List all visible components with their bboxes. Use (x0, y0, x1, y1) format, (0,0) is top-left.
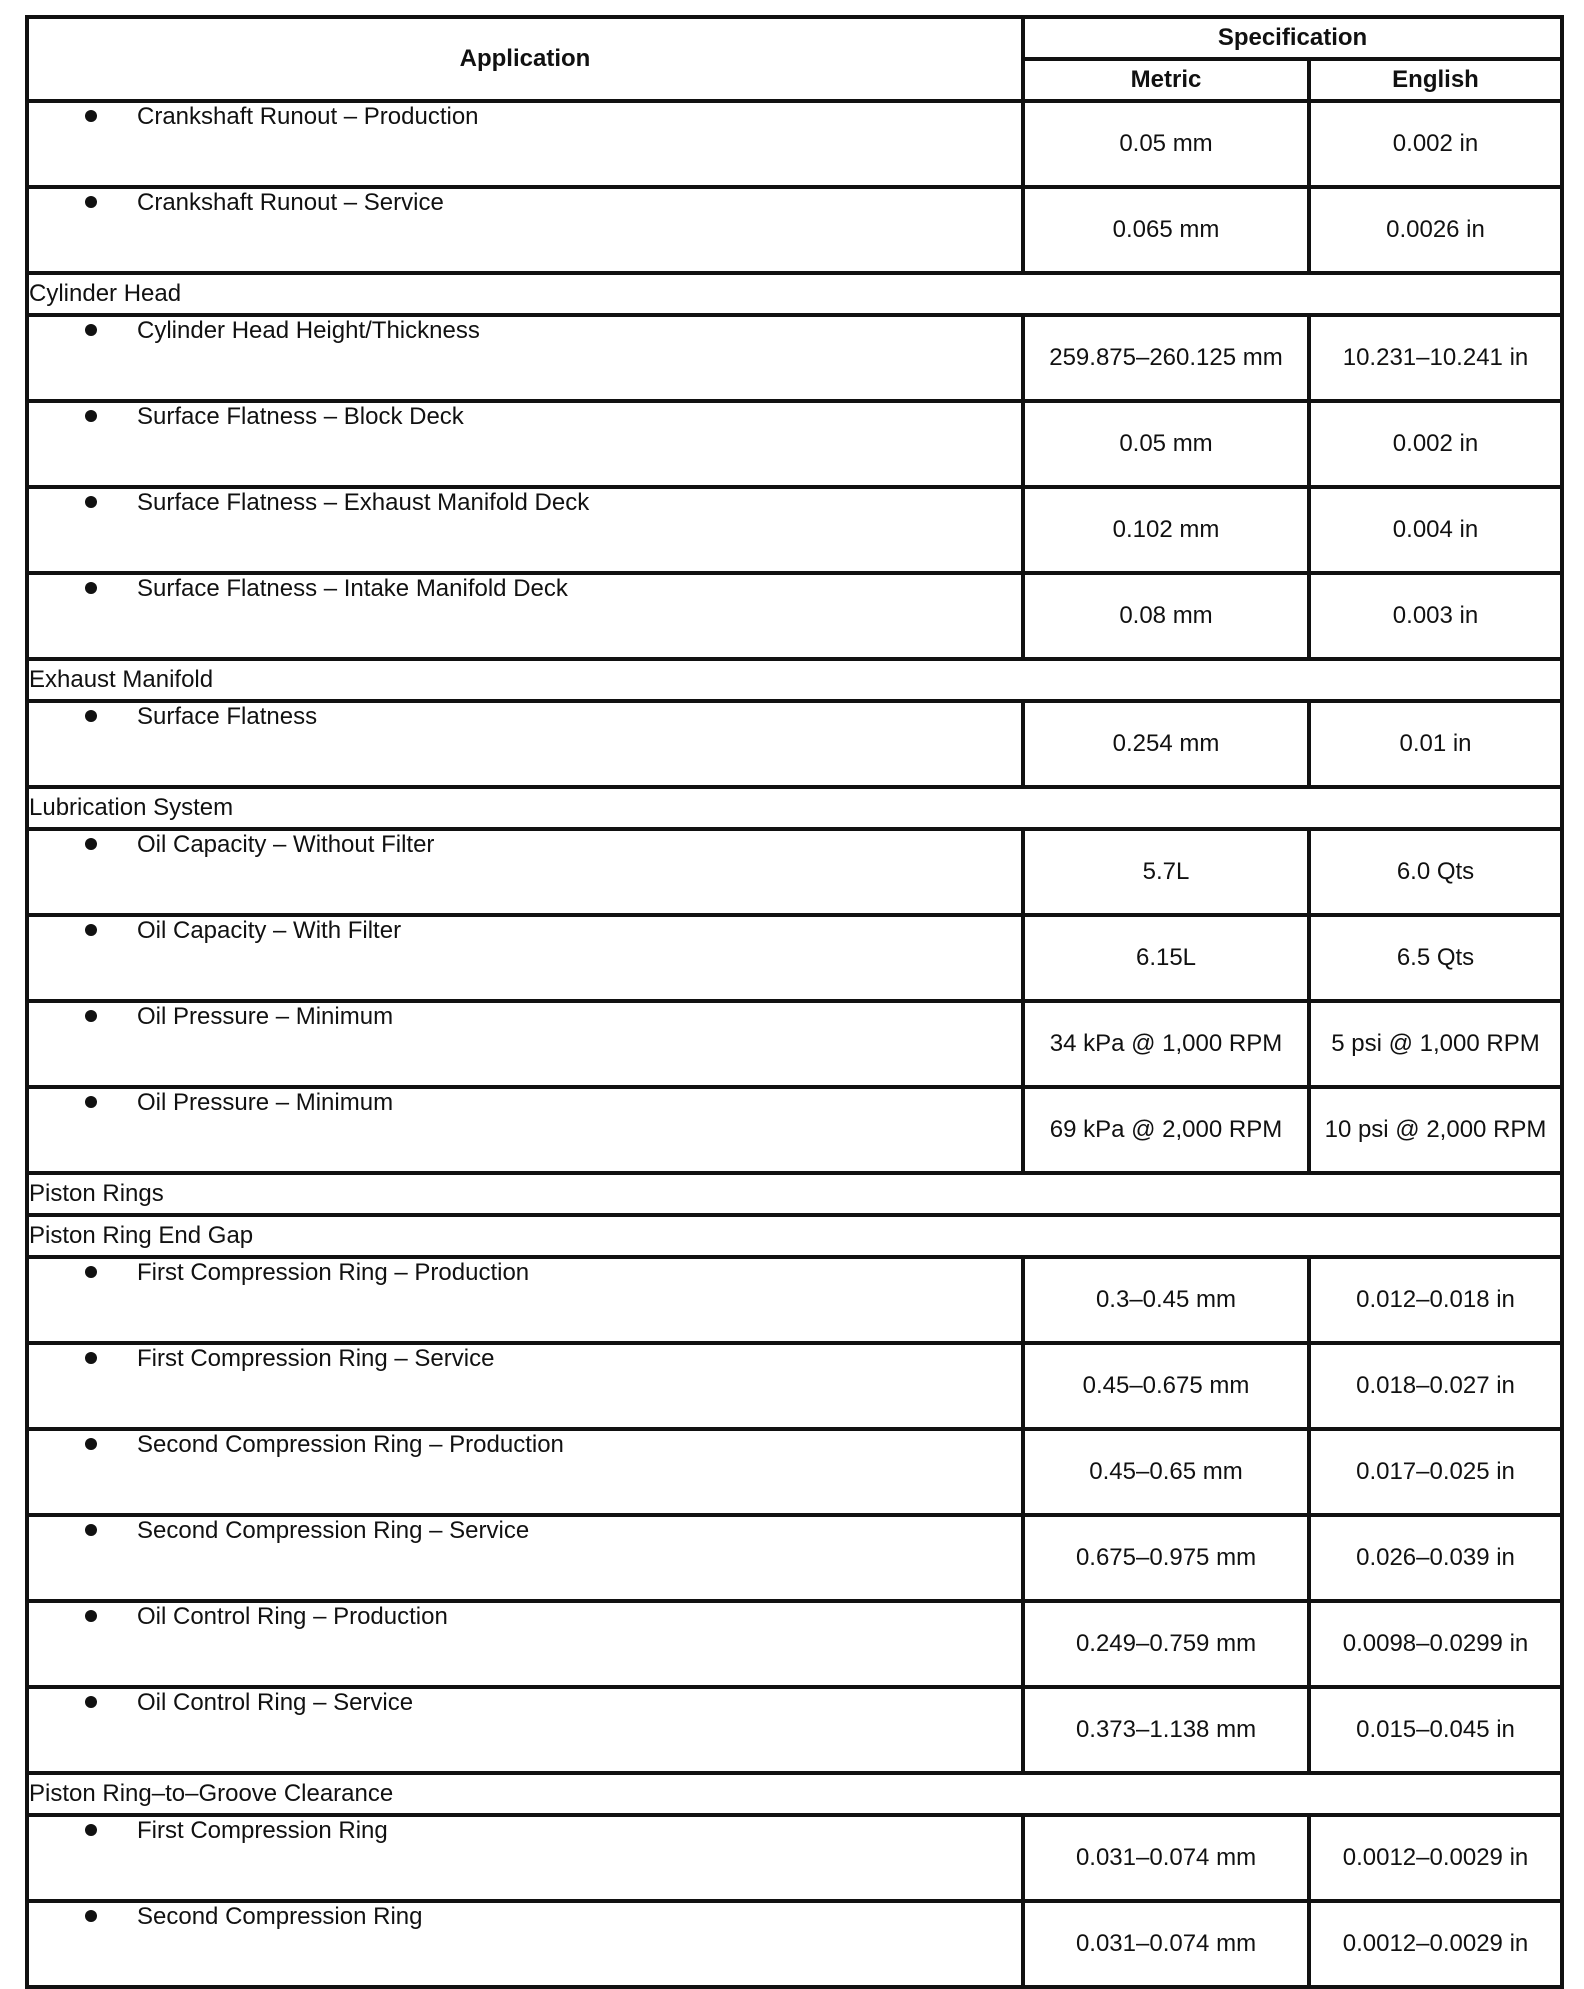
table-row (27, 1687, 1562, 1773)
application-cell (27, 1087, 1023, 1173)
table-row (27, 1343, 1562, 1429)
application-label: Oil Control Ring – Production (137, 1603, 448, 1630)
bullet-icon (85, 838, 97, 850)
table-row (27, 829, 1562, 915)
bullet-icon (85, 1266, 97, 1278)
bullet-icon (85, 496, 97, 508)
metric-value: 0.08 mm (1023, 573, 1309, 659)
english-value: 0.017–0.025 in (1309, 1429, 1562, 1515)
bullet-icon (85, 110, 97, 122)
bullet-icon (85, 1438, 97, 1450)
table-row (27, 401, 1562, 487)
table-row (27, 915, 1562, 1001)
table-row (27, 1087, 1562, 1173)
application-cell (27, 487, 1023, 573)
metric-value: 0.3–0.45 mm (1023, 1257, 1309, 1343)
english-value: 6.5 Qts (1309, 915, 1562, 1001)
bullet-icon (85, 1910, 97, 1922)
application-label: First Compression Ring (137, 1817, 388, 1844)
table-row (27, 1001, 1562, 1087)
table-row (27, 1515, 1562, 1601)
application-label: Crankshaft Runout – Production (137, 103, 479, 130)
table-row (27, 1429, 1562, 1515)
application-cell (27, 101, 1023, 187)
english-value: 6.0 Qts (1309, 829, 1562, 915)
application-label: Oil Pressure – Minimum (137, 1003, 394, 1030)
application-cell (27, 1429, 1023, 1515)
bullet-icon (85, 1096, 97, 1108)
section-row (27, 787, 1562, 829)
application-cell (27, 1601, 1023, 1687)
application-cell (27, 573, 1023, 659)
metric-value: 0.45–0.65 mm (1023, 1429, 1309, 1515)
section-row (27, 1173, 1562, 1215)
section-row (27, 1773, 1562, 1815)
metric-value: 0.254 mm (1023, 701, 1309, 787)
metric-value: 34 kPa @ 1,000 RPM (1023, 1001, 1309, 1087)
english-value: 0.003 in (1309, 573, 1562, 659)
application-header: Application (27, 17, 1023, 101)
application-label: Second Compression Ring (137, 1903, 423, 1930)
application-cell (27, 1815, 1023, 1901)
metric-value: 0.249–0.759 mm (1023, 1601, 1309, 1687)
metric-value: 0.45–0.675 mm (1023, 1343, 1309, 1429)
table-row (27, 187, 1562, 273)
english-value: 0.0012–0.0029 in (1309, 1901, 1562, 1987)
application-label: Surface Flatness – Exhaust Manifold Deck (137, 489, 590, 516)
metric-value: 5.7L (1023, 829, 1309, 915)
section-row (27, 273, 1562, 315)
english-value: 0.026–0.039 in (1309, 1515, 1562, 1601)
english-value: 0.004 in (1309, 487, 1562, 573)
english-value: 0.01 in (1309, 701, 1562, 787)
specification-table (25, 15, 1564, 1989)
bullet-icon (85, 1524, 97, 1536)
table-row (27, 701, 1562, 787)
application-cell (27, 401, 1023, 487)
application-cell (27, 1343, 1023, 1429)
english-value: 0.015–0.045 in (1309, 1687, 1562, 1773)
metric-value: 0.05 mm (1023, 401, 1309, 487)
table-body (27, 101, 1562, 1987)
metric-value: 0.373–1.138 mm (1023, 1687, 1309, 1773)
application-cell (27, 187, 1023, 273)
section-label: Exhaust Manifold (27, 659, 1562, 701)
bullet-icon (85, 1352, 97, 1364)
application-cell (27, 1001, 1023, 1087)
application-cell (27, 1515, 1023, 1601)
application-label: Cylinder Head Height/Thickness (137, 317, 480, 344)
metric-value: 0.05 mm (1023, 101, 1309, 187)
metric-value: 0.031–0.074 mm (1023, 1815, 1309, 1901)
bullet-icon (85, 1610, 97, 1622)
metric-value: 69 kPa @ 2,000 RPM (1023, 1087, 1309, 1173)
metric-header: Metric (1023, 59, 1309, 101)
english-value: 0.012–0.018 in (1309, 1257, 1562, 1343)
application-label: Surface Flatness (137, 703, 318, 730)
section-label: Piston Rings (27, 1173, 1562, 1215)
bullet-icon (85, 196, 97, 208)
application-label: Crankshaft Runout – Service (137, 189, 444, 216)
application-cell (27, 315, 1023, 401)
application-label: Oil Control Ring – Service (137, 1689, 414, 1716)
application-label: First Compression Ring – Production (137, 1259, 530, 1286)
application-label: First Compression Ring – Service (137, 1345, 495, 1372)
bullet-icon (85, 410, 97, 422)
english-value: 0.002 in (1309, 101, 1562, 187)
english-value: 0.0012–0.0029 in (1309, 1815, 1562, 1901)
application-label: Surface Flatness – Intake Manifold Deck (137, 575, 568, 602)
english-value: 0.0026 in (1309, 187, 1562, 273)
english-value: 5 psi @ 1,000 RPM (1309, 1001, 1562, 1087)
english-value: 10.231–10.241 in (1309, 315, 1562, 401)
english-header: English (1309, 59, 1562, 101)
application-cell (27, 1257, 1023, 1343)
application-label: Surface Flatness – Block Deck (137, 403, 464, 430)
section-label: Piston Ring–to–Groove Clearance (27, 1773, 1562, 1815)
metric-value: 0.065 mm (1023, 187, 1309, 273)
table-row (27, 573, 1562, 659)
application-label: Second Compression Ring – Service (137, 1517, 530, 1544)
english-value: 0.0098–0.0299 in (1309, 1601, 1562, 1687)
metric-value: 0.675–0.975 mm (1023, 1515, 1309, 1601)
application-cell (27, 1687, 1023, 1773)
bullet-icon (85, 582, 97, 594)
table-row (27, 315, 1562, 401)
bullet-icon (85, 710, 97, 722)
bullet-icon (85, 1824, 97, 1836)
table-row (27, 1815, 1562, 1901)
application-cell (27, 829, 1023, 915)
application-label: Second Compression Ring – Production (137, 1431, 564, 1458)
metric-value: 0.102 mm (1023, 487, 1309, 573)
section-row (27, 659, 1562, 701)
bullet-icon (85, 1696, 97, 1708)
application-cell (27, 1901, 1023, 1987)
application-label: Oil Pressure – Minimum (137, 1089, 394, 1116)
section-label: Lubrication System (27, 787, 1562, 829)
specification-header: Specification (1023, 17, 1562, 59)
table-row (27, 101, 1562, 187)
table-row (27, 487, 1562, 573)
metric-value: 0.031–0.074 mm (1023, 1901, 1309, 1987)
application-label: Oil Capacity – Without Filter (137, 831, 435, 858)
section-label: Piston Ring End Gap (27, 1215, 1562, 1257)
table-row (27, 1901, 1562, 1987)
english-value: 0.002 in (1309, 401, 1562, 487)
metric-value: 259.875–260.125 mm (1023, 315, 1309, 401)
application-label: Oil Capacity – With Filter (137, 917, 402, 944)
bullet-icon (85, 924, 97, 936)
english-value: 10 psi @ 2,000 RPM (1309, 1087, 1562, 1173)
application-cell (27, 915, 1023, 1001)
bullet-icon (85, 324, 97, 336)
english-value: 0.018–0.027 in (1309, 1343, 1562, 1429)
table-row (27, 1601, 1562, 1687)
application-cell (27, 701, 1023, 787)
table-row (27, 1257, 1562, 1343)
metric-value: 6.15L (1023, 915, 1309, 1001)
section-row (27, 1215, 1562, 1257)
section-label: Cylinder Head (27, 273, 1562, 315)
bullet-icon (85, 1010, 97, 1022)
table-header (27, 17, 1562, 101)
